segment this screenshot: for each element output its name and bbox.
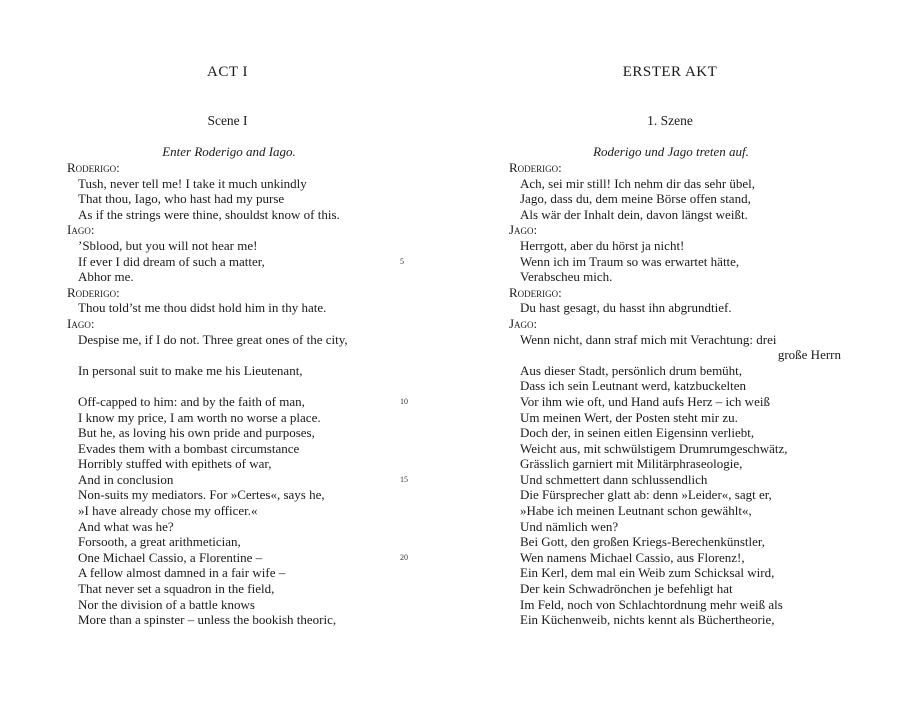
verse-line	[509, 425, 869, 441]
line-text: Evades them with a bombast circumstance	[78, 440, 300, 456]
verse-line	[509, 363, 869, 379]
verse-line	[509, 534, 869, 550]
verse-line	[509, 565, 869, 581]
line-text: Wen namens Michael Cassio, aus Florenz!,	[520, 549, 745, 565]
verse-line	[509, 378, 869, 394]
verse-line	[509, 207, 869, 223]
line-text: Herrgott, aber du hörst ja nicht!	[520, 237, 685, 253]
line-text: I know my price, I am worth no worse a place.	[78, 409, 321, 425]
verse-lines	[509, 160, 869, 628]
verse-line	[67, 238, 427, 254]
line-number: 15	[400, 474, 408, 484]
verse-line	[509, 519, 869, 535]
verse-line	[67, 456, 427, 472]
line-text: Als wär der Inhalt dein, davon längst weißt.	[520, 206, 748, 222]
line-number: 10	[400, 396, 408, 406]
line-text: Jago:	[509, 315, 538, 331]
line-text: Thou told’st me thou didst hold him in thy hate.	[78, 300, 327, 316]
line-text: Roderigo:	[509, 160, 562, 175]
scene-heading: Scene I	[207, 113, 248, 128]
verse-line	[509, 332, 869, 348]
verse-line	[509, 254, 869, 270]
line-text: Dass ich sein Leutnant werd, katzbuckelten	[520, 378, 746, 394]
line-text: Abhor me.	[78, 269, 134, 285]
line-text: Ein Kerl, dem mal ein Weib zum Schicksal wird,	[520, 565, 775, 581]
verse-line	[67, 300, 427, 316]
blank-line	[67, 378, 427, 394]
verse-line	[509, 191, 869, 207]
line-text: Und schmettert dann schlussendlich	[520, 471, 708, 487]
speaker-name	[509, 160, 869, 176]
line-text: Jago, dass du, dem meine Börse offen stand,	[520, 191, 751, 207]
speaker-name	[509, 222, 869, 238]
line-text: Im Feld, noch von Schlachtordnung mehr weiß als	[520, 596, 783, 612]
verse-line	[67, 191, 427, 207]
act-heading: ACT I	[207, 64, 248, 80]
verse-line	[67, 503, 427, 519]
verse-line	[67, 565, 427, 581]
verse-line	[67, 550, 427, 566]
line-text: And what was he?	[78, 518, 174, 534]
line-text: Jago:	[509, 222, 538, 238]
verse-line	[509, 581, 869, 597]
line-text: ’Sblood, but you will not hear me!	[78, 237, 258, 253]
line-text: Der kein Schwadrönchen je befehligt hat	[520, 581, 733, 597]
line-text: That never set a squadron in the field,	[78, 581, 275, 597]
speaker-name	[67, 316, 427, 332]
speaker-name	[67, 160, 427, 176]
verse-line	[509, 269, 869, 285]
line-text: Und nämlich wen?	[520, 518, 619, 534]
verse-line	[509, 176, 869, 192]
line-text: More than a spinster – unless the bookish theoric,	[78, 612, 337, 628]
verse-line	[67, 332, 427, 348]
verse-line	[509, 394, 869, 410]
verse-line	[67, 441, 427, 457]
line-text: That thou, Iago, who hast had my purse	[78, 191, 285, 207]
line-text: Ein Küchenweib, nichts kennt als Büchertheorie,	[520, 612, 775, 628]
line-number: 20	[400, 552, 408, 562]
line-text: Despise me, if I do not. Three great ones of the city,	[78, 331, 348, 347]
verse-line	[509, 487, 869, 503]
speaker-name	[67, 285, 427, 301]
line-text: Iago:	[67, 315, 95, 331]
verse-line	[67, 269, 427, 285]
line-text: Roderigo:	[67, 284, 120, 300]
verse-line	[67, 425, 427, 441]
verse-line	[67, 207, 427, 223]
line-text: Roderigo:	[509, 284, 562, 300]
line-text: Roderigo:	[67, 160, 120, 175]
line-text: Off-capped to him: and by the faith of man,	[78, 393, 305, 409]
verse-line	[67, 581, 427, 597]
blank-line	[67, 347, 427, 363]
verse-line	[67, 176, 427, 192]
verse-line	[509, 503, 869, 519]
line-text: Horribly stuffed with epithets of war,	[78, 456, 272, 472]
verse-lines	[67, 160, 427, 628]
scene-heading: 1. Szene	[647, 113, 693, 128]
line-text: Vor ihm wie oft, und Hand aufs Herz – ich weiß	[520, 393, 770, 409]
line-text: Du hast gesagt, du hasst ihn abgrundtief.	[520, 300, 732, 316]
line-text: Aus dieser Stadt, persönlich drum bemüht,	[520, 362, 743, 378]
line-text: Wenn nicht, dann straf mich mit Verachtung: drei	[520, 331, 777, 347]
verse-line	[67, 363, 427, 379]
line-text: And in conclusion	[78, 471, 174, 487]
verse-line	[67, 394, 427, 410]
stage-direction: Roderigo und Jago treten auf.	[593, 144, 749, 159]
line-text: Forsooth, a great arithmetician,	[78, 534, 241, 550]
verse-line	[509, 550, 869, 566]
act-heading: ERSTER AKT	[622, 64, 718, 80]
line-text: Nor the division of a battle knows	[78, 596, 255, 612]
line-text: Non-suits my mediators. For »Certes«, says he,	[78, 487, 325, 503]
line-text: große Herrn	[777, 347, 841, 363]
line-text: Ach, sei mir still! Ich nehm dir das sehr übel,	[520, 175, 756, 191]
verse-line	[509, 347, 869, 363]
line-text: A fellow almost damned in a fair wife –	[78, 565, 286, 581]
verse-line	[509, 410, 869, 426]
line-text: One Michael Cassio, a Florentine –	[78, 549, 263, 565]
verse-line	[509, 472, 869, 488]
verse-line	[509, 238, 869, 254]
verse-line	[67, 472, 427, 488]
verse-line	[67, 519, 427, 535]
line-text: Doch der, in seinen eitlen Eigensinn verliebt,	[520, 425, 755, 441]
line-text: As if the strings were thine, shouldst know of this.	[78, 206, 340, 222]
verse-line	[67, 534, 427, 550]
verse-line	[509, 300, 869, 316]
line-text: Die Fürsprecher glatt ab: denn »Leider«, sagt er,	[520, 487, 772, 503]
speaker-name	[67, 222, 427, 238]
verse-line	[67, 597, 427, 613]
line-text: In personal suit to make me his Lieutenant,	[78, 362, 303, 378]
line-text: Iago:	[67, 222, 95, 238]
line-text: Bei Gott, den großen Kriegs-Berechenkünstler,	[520, 534, 765, 550]
line-text: But he, as loving his own pride and purposes,	[78, 425, 315, 441]
line-text: Weicht aus, mit schwülstigem Drumrumgeschwätz,	[520, 440, 788, 456]
line-text: »Habe ich meinen Leutnant schon gewählt«,	[520, 503, 752, 519]
line-text: Wenn ich im Traum so was erwartet hätte,	[520, 253, 740, 269]
verse-line	[509, 456, 869, 472]
line-text: Um meinen Wert, der Posten steht mir zu.	[520, 409, 738, 425]
verse-line	[509, 441, 869, 457]
verse-line	[509, 597, 869, 613]
line-text: Tush, never tell me! I take it much unkindly	[78, 175, 307, 191]
verse-line	[509, 612, 869, 628]
verse-line	[67, 487, 427, 503]
line-text: »I have already chose my officer.«	[78, 503, 258, 519]
verse-line	[67, 410, 427, 426]
verse-line	[67, 612, 427, 628]
line-text: If ever I did dream of such a matter,	[78, 253, 265, 269]
speaker-name	[509, 285, 869, 301]
speaker-name	[509, 316, 869, 332]
line-text: Grässlich garniert mit Militärphraseologie,	[520, 456, 743, 472]
verse-line	[67, 254, 427, 270]
stage-direction: Enter Roderigo and Iago.	[162, 144, 296, 159]
line-text: Verabscheu mich.	[520, 269, 613, 285]
line-number: 5	[400, 256, 404, 266]
